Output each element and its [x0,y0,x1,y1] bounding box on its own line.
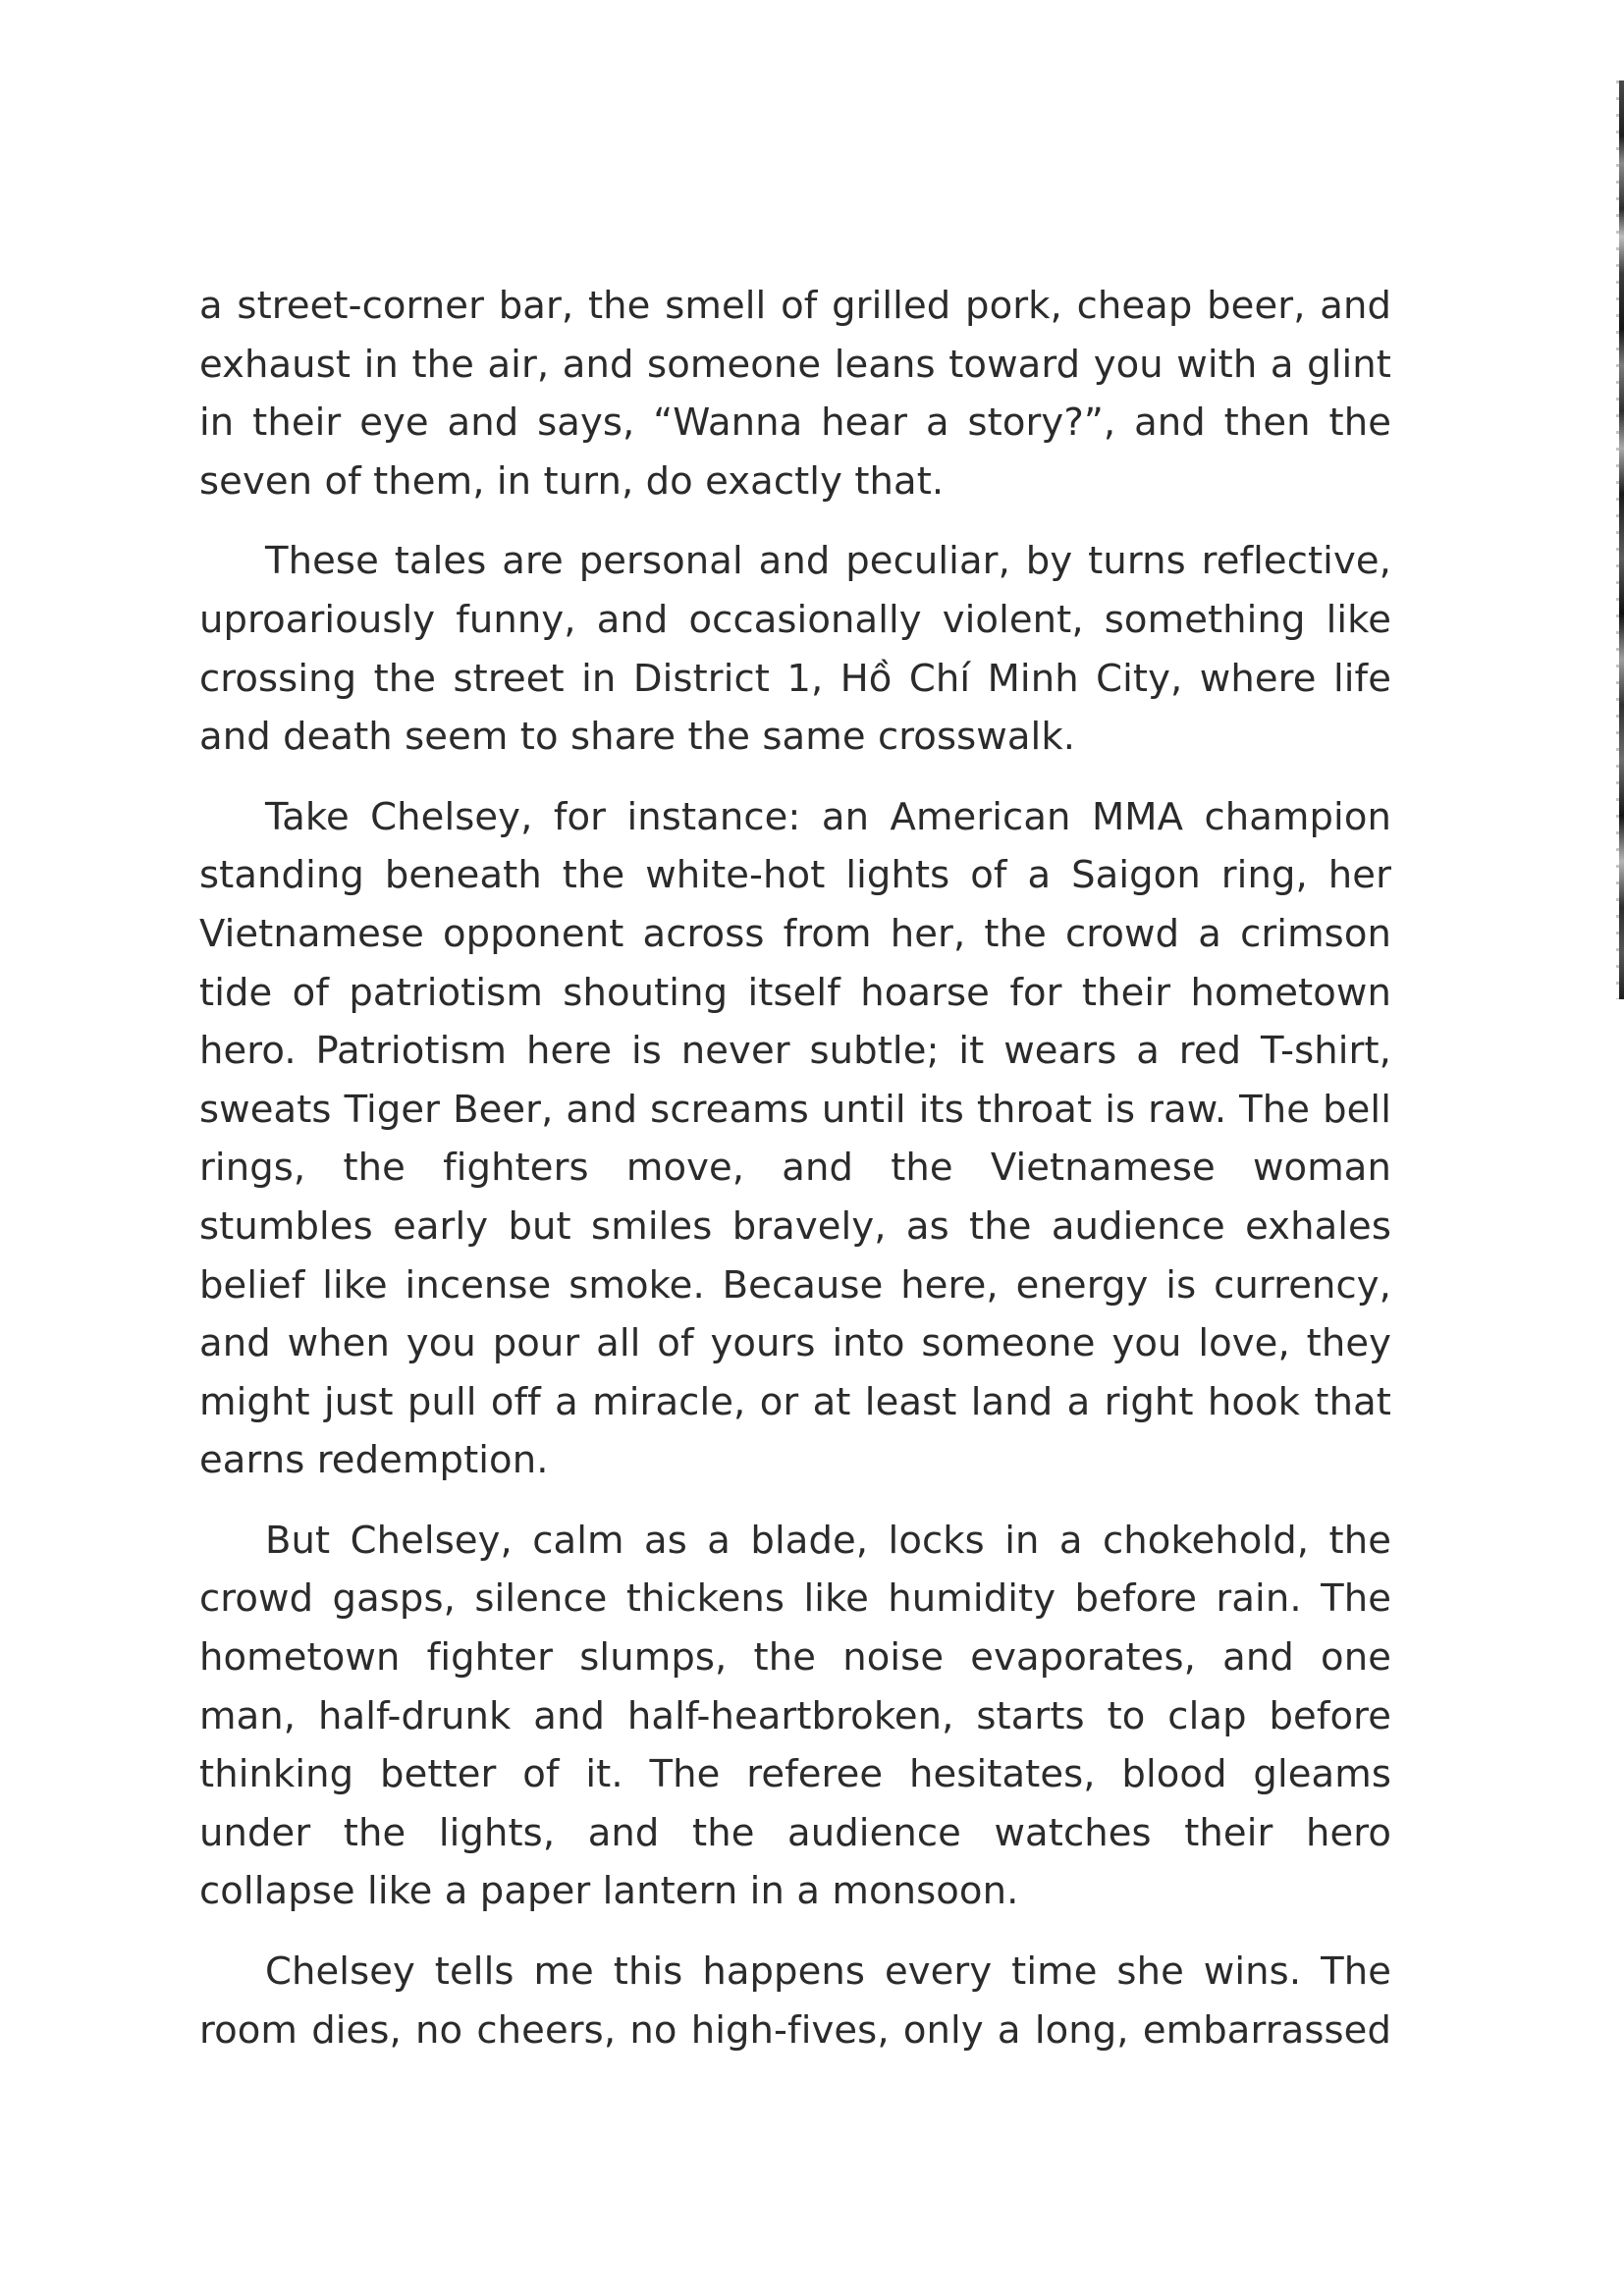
paragraph-continuation: a street-corner bar, the smell of grilled pork, cheap beer, and exhaust in the air, and someone leans toward you with a glint in their eye and says, “Wanna hear a story?”, and then the seven of them, in turn, do exactly that. [199,284,1391,504]
adjacent-page-photo-edge [1619,80,1624,999]
body-text [199,277,1391,2081]
paragraph-chelsey-fight: Take Chelsey, for instance: an American MMA champion standing beneath the white-hot lights of a Saigon ring, her Vietnamese opponent across from her, the crowd a crimson tide of patriotism shouting itself hoarse for their hometown hero. Patriotism here is never subtle; it wears a red T-shirt, sweats Tiger Beer, and screams until its throat is raw. The bell rings, the fighters move, and the Vietnamese woman stumbles early but smiles bravely, as the audience exhales belief like incense smoke. Because here, energy is currency, and when you pour all of yours into someone you love, they might just pull off a miracle, or at least land a right hook that earns redemption. [199,794,1391,1483]
paragraph-tales: These tales are personal and peculiar, by turns reflective, uproariously funny, and occasionally violent, something like crossing the street in District 1, Hồ Chí Minh City, where life and death seem to share the same crosswalk. [199,539,1391,760]
paragraph-aftermath: Chelsey tells me this happens every time she wins. The room dies, no cheers, no high-fives, only a long, embarrassed [199,1949,1391,2053]
paragraph-chokehold: But Chelsey, calm as a blade, locks in a chokehold, the crowd gasps, silence thickens like humidity before rain. The hometown fighter slumps, the noise evaporates, and one man, half-drunk and half-heartbroken, starts to clap before thinking better of it. The referee hesitates, blood gleams under the lights, and the audience watches their hero collapse like a paper lantern in a monsoon. [199,1518,1391,1914]
